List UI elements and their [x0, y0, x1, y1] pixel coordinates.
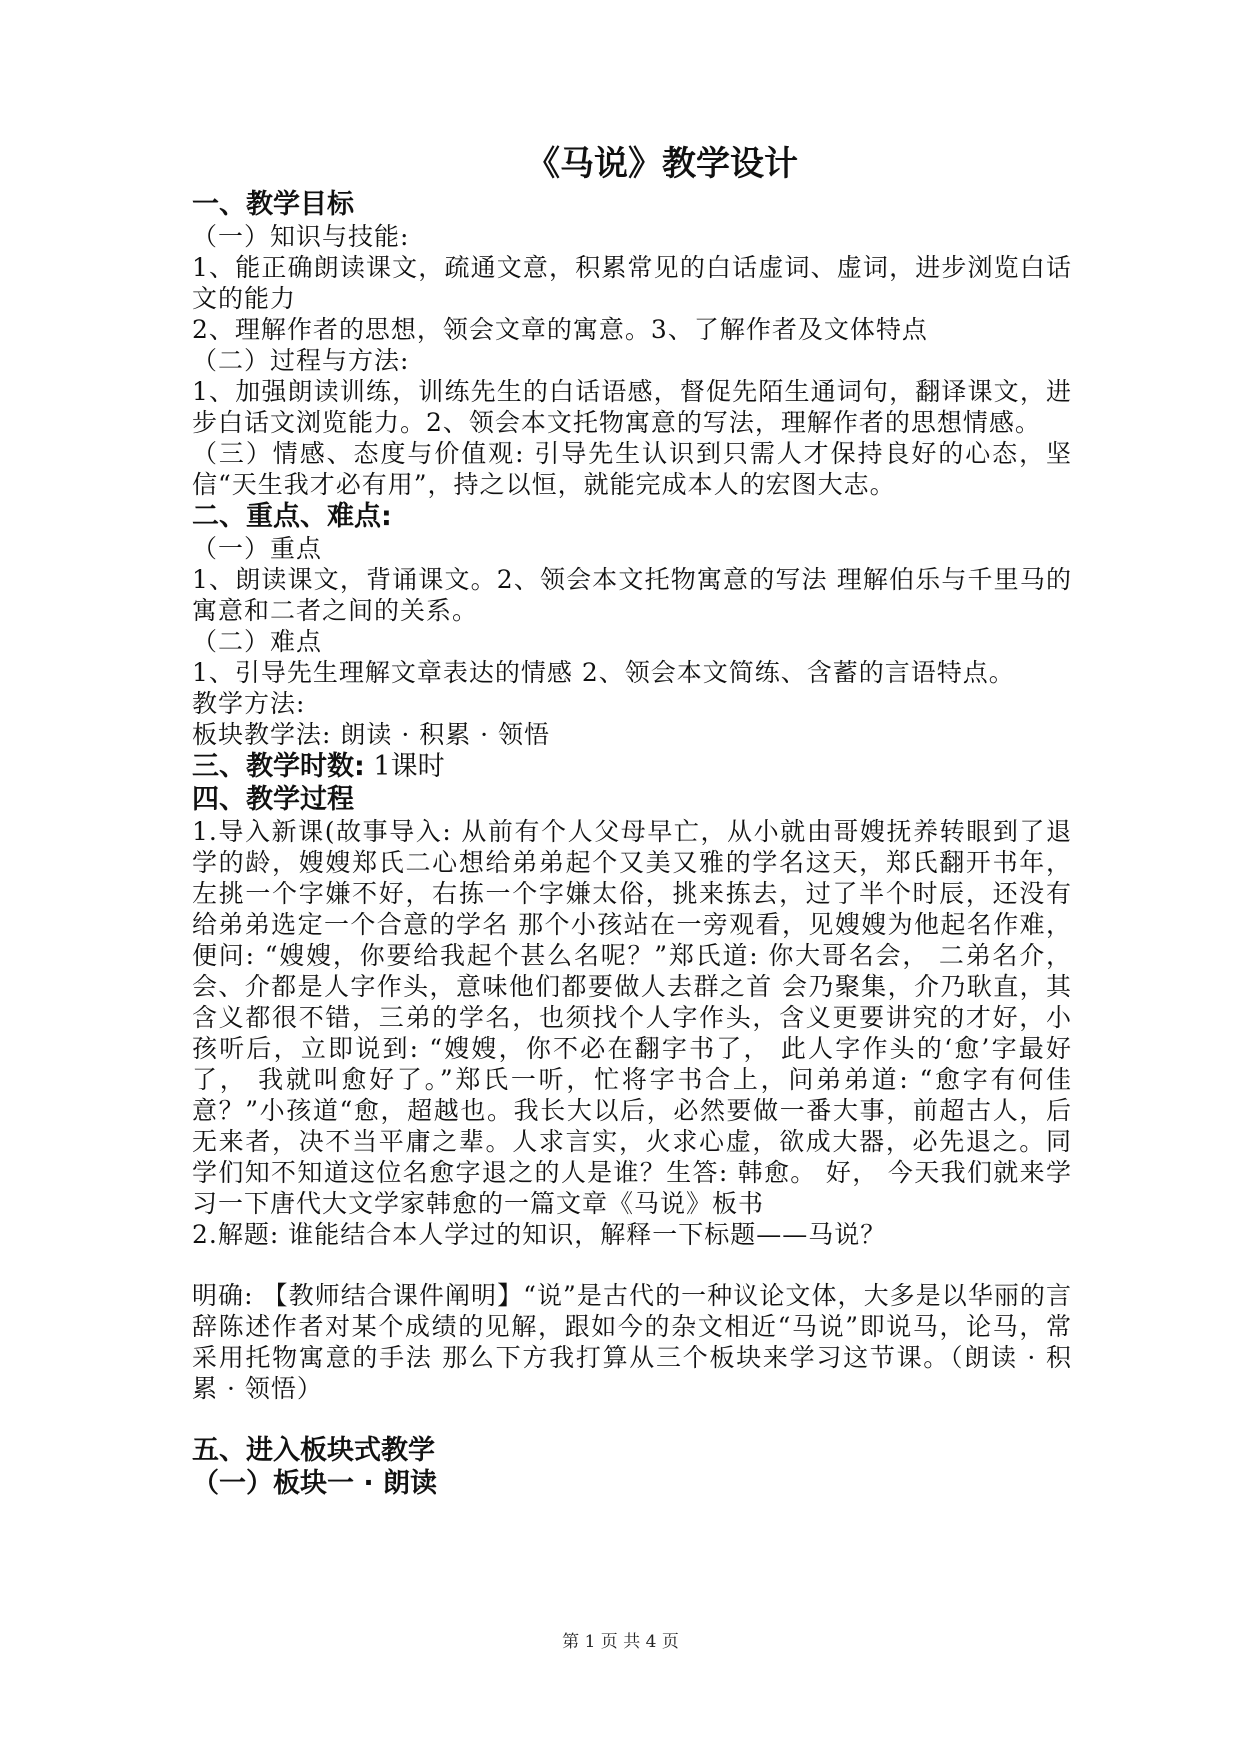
document-page: [192, 140, 1072, 1500]
paragraph: 2、理解作者的思想，领会文章的寓意。3、了解作者及文体特点: [192, 315, 928, 344]
paragraph: 1.导入新课(故事导入: 从前有个人父母早亡，从小就由哥嫂抚养转眼到了退学的龄，嫂嫂郑氏二心想给弟弟起个又美又雅的学名这天，郑氏翻开书年，左挑一个字嫌不好，右拣一个字嫌太俗，挑来拣去，过了半个时辰，还没有给弟弟选定一个合意的学名 那个小孩站在一旁观看，见嫂嫂为他起名作难，便问: “嫂嫂，你要给我起个甚么名呢？”郑氏道: 你大哥名会， 二弟名介， 会、介都是人字作头，意味他们都要做人去群之首 会乃聚集，介乃耿直，其含义都很不错，三弟的学名，也须找个人字作头，含义更要讲究的才好，小孩听后，立即说到: “嫂嫂，你不必在翻字书了， 此人字作头的‘愈’字最好了， 我就叫愈好了。”郑氏一听，忙将字书合上，问弟弟道: “愈字有何佳意？”小孩道“愈，超越也。我长大以后，必然要做一番大事，前超古人，后无来者，决不当平庸之辈。人求言实，火求心虚，欲成大器，必先退之。同学们知不知道这位名愈字退之的人是谁？生答: 韩愈。 好， 今天我们就来学习一下唐代大文学家韩愈的一篇文章《马说》板书: [192, 817, 1072, 1218]
paragraph: 1、能正确朗读课文，疏通文意，积累常见的白话虚词、虚词，进步浏览白话文的能力: [192, 253, 1072, 313]
section-heading-objectives: 一、教学目标: [192, 189, 354, 220]
subheading-module-one: （一）板块一 · 朗读: [192, 1468, 438, 1499]
heading-text: 三、教学时数:: [192, 751, 365, 782]
paragraph: 1、加强朗读训练，训练先生的白话语感，督促先陌生通词句，翻译课文，进步白话文浏览能力。2、领会本文托物寓意的写法，理解作者的思想情感。: [192, 377, 1072, 437]
paragraph: （三）情感、态度与价值观: 引导先生认识到只需人才保持良好的心态，坚信“天生我才必有用”，持之以恒，就能完成本人的宏图大志。: [192, 439, 1072, 499]
section-heading-teaching-hours: [192, 750, 1072, 783]
subheading-focus: （一）重点: [192, 534, 323, 563]
page-title: 《马说》教学设计: [526, 144, 798, 184]
subheading-process-methods: （二）过程与方法:: [192, 346, 410, 375]
spacer: [192, 1250, 1072, 1280]
spacer: [192, 1404, 1072, 1434]
paragraph: 1、朗读课文，背诵课文。2、领会本文托物寓意的写法 理解伯乐与千里马的寓意和二者之间的关系。: [192, 565, 1072, 625]
paragraph: 教学方法:: [192, 689, 306, 718]
paragraph: 2.解题: 谁能结合本人学过的知识，解释一下标题——马说？: [192, 1220, 887, 1249]
paragraph: 1、引导先生理解文章表达的情感 2、领会本文简练、含蓄的言语特点。: [192, 658, 1015, 687]
section-heading-modules: 五、进入板块式教学: [192, 1435, 435, 1466]
heading-tail: 1课时: [364, 751, 445, 782]
subheading-knowledge-skills: （一）知识与技能:: [192, 222, 410, 251]
subheading-difficulty: （二）难点: [192, 627, 323, 656]
section-heading-key-points: 二、重点、难点:: [192, 501, 392, 532]
section-heading-process: 四、教学过程: [192, 784, 354, 815]
paragraph: 板块教学法: 朗读 · 积累 · 领悟: [192, 720, 551, 749]
page-footer: 第 1 页 共 4 页: [562, 1632, 679, 1652]
paragraph: 明确: 【教师结合课件阐明】“说”是古代的一种议论文体，大多是以华丽的言辞陈述作者对某个成绩的见解，跟如今的杂文相近“马说”即说马，论马，常采用托物寓意的手法 那么下方我打算从三个板块来学习这节课。（朗读 · 积累 · 领悟）: [192, 1281, 1072, 1403]
